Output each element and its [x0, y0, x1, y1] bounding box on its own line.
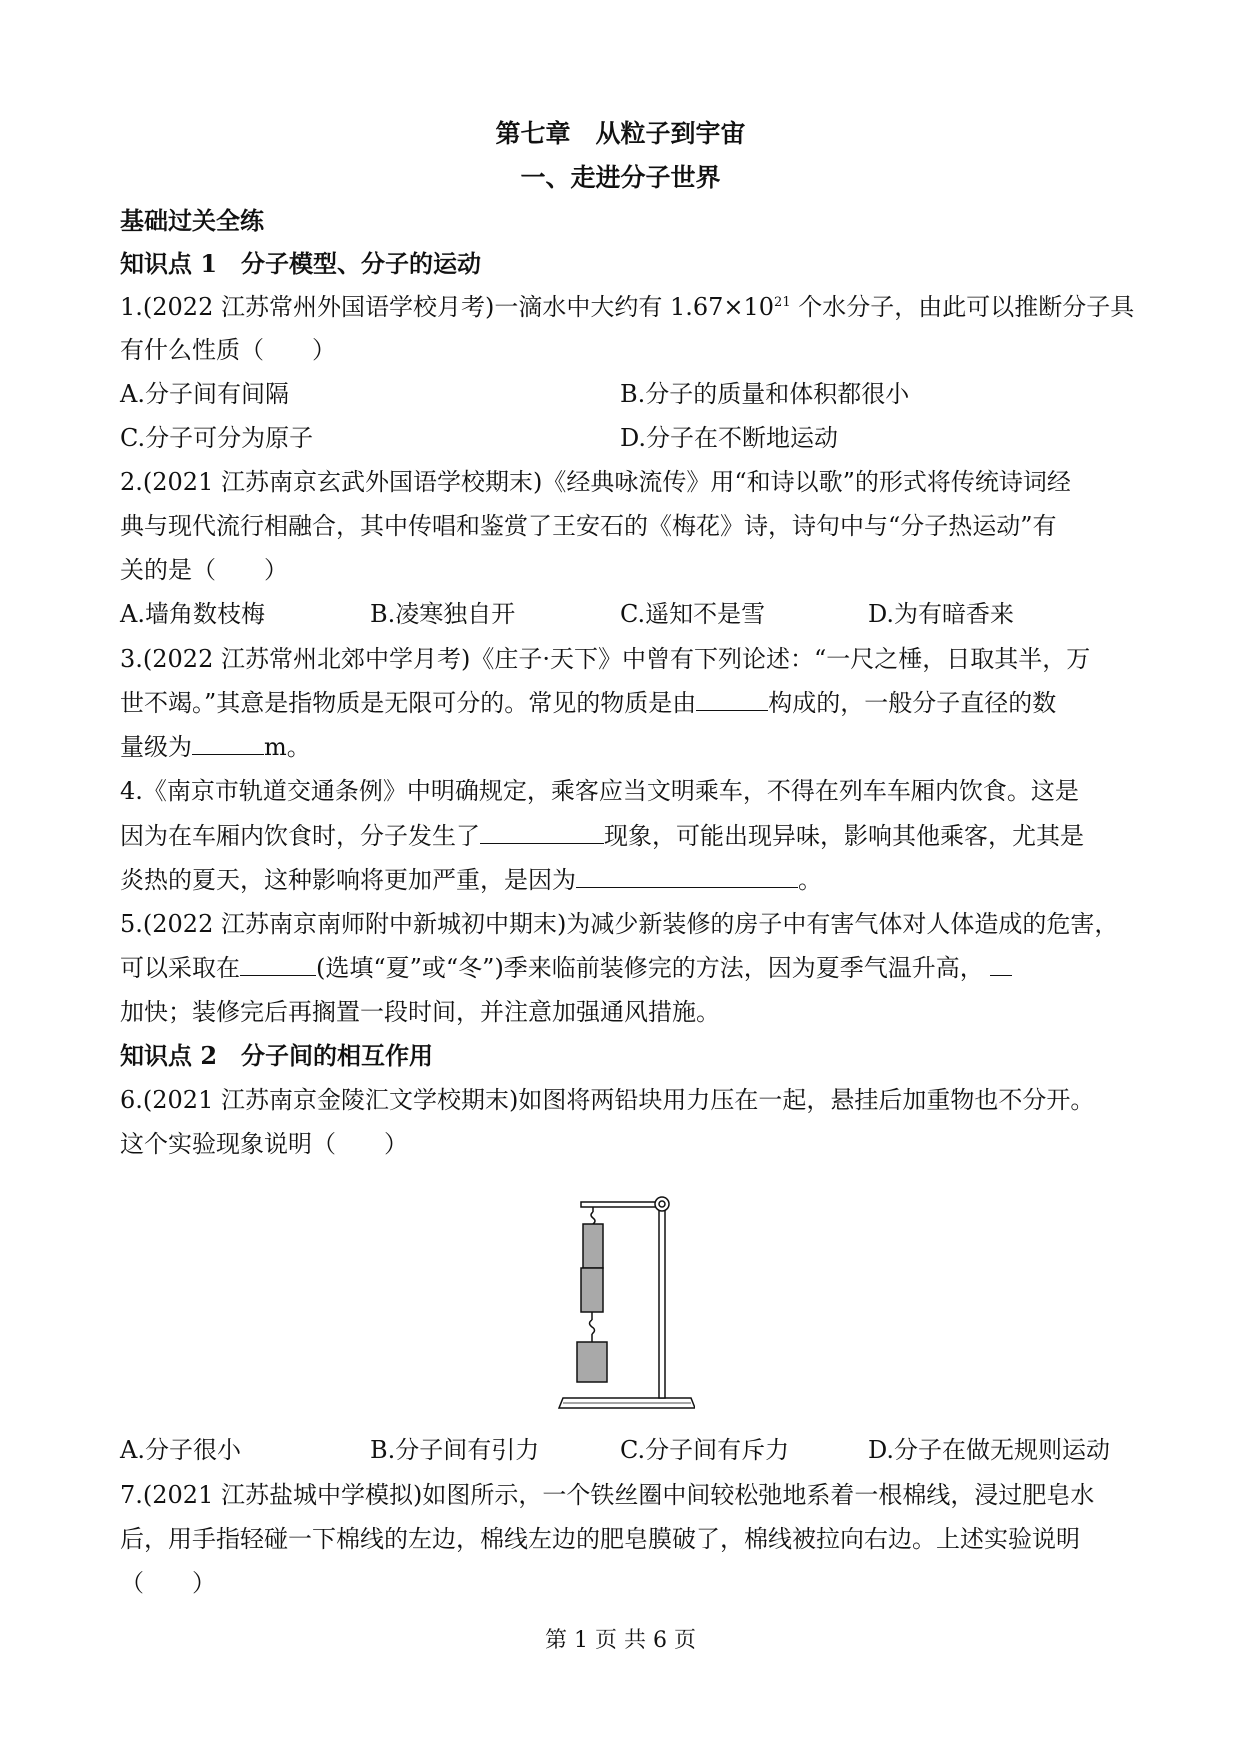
question-3-line-1: 3.(2022 江苏常州北郊中学月考)《庄子·天下》中曾有下列论述：“一尺之棰，日取其半，万	[120, 645, 1091, 673]
question-1-option-c: C.分子可分为原子	[120, 424, 314, 452]
question-1-line-1	[120, 291, 1134, 323]
question-2-line-1: 2.(2021 江苏南京玄武外国语学校期末)《经典咏流传》用“和诗以歌”的形式将传统诗词经	[120, 468, 1071, 496]
question-4-line-1: 4.《南京市轨道交通条例》中明确规定，乘客应当文明乘车，不得在列车车厢内饮食。这是	[120, 777, 1079, 805]
question-2-option-a: A.墙角数枝梅	[120, 600, 265, 628]
question-5-line-1: 5.(2022 江苏南京南师附中新城初中期末)为减少新装修的房子中有害气体对人体造成的危害，	[120, 910, 1119, 938]
knowledge-point-1-heading: 知识点 1 分子模型、分子的运动	[120, 249, 482, 278]
stand-pole	[659, 1198, 665, 1398]
question-3-blank-1[interactable]	[696, 688, 768, 711]
question-2-option-d: D.为有暗香来	[868, 600, 1015, 628]
page-footer: 第 1 页 共 6 页	[545, 1628, 696, 1653]
question-1-option-d: D.分子在不断地运动	[620, 424, 839, 452]
question-3-text-b: 构成的，一般分子直径的数	[768, 689, 1057, 717]
question-4-line-3	[120, 864, 822, 896]
question-2-line-2: 典与现代流行相融合，其中传唱和鉴赏了王安石的《梅花》诗，诗句中与“分子热运动”有	[120, 512, 1057, 540]
lead-block-stand-figure	[555, 1190, 695, 1422]
question-6-line-2: 这个实验现象说明（ ）	[120, 1130, 408, 1158]
question-5-line-2	[120, 952, 1012, 984]
question-4-blank-1[interactable]	[480, 821, 604, 844]
practice-heading: 基础过关全练	[120, 206, 264, 235]
question-4-blank-2[interactable]	[576, 865, 798, 888]
question-6-option-c: C.分子间有斥力	[620, 1436, 790, 1464]
lead-block-2	[581, 1268, 603, 1312]
question-2-line-3: 关的是（ ）	[120, 556, 288, 584]
question-6-option-a: A.分子很小	[120, 1436, 241, 1464]
question-6-option-b: B.分子间有引力	[370, 1436, 540, 1464]
question-1-text-post: 个水分子，由此可以推断分子具	[790, 293, 1135, 321]
question-1-line-2: 有什么性质（ ）	[120, 336, 336, 364]
question-5-text-a: 可以采取在	[120, 954, 240, 982]
chapter-title: 第七章 从粒子到宇宙	[495, 119, 746, 148]
question-4-text-b: 现象，可能出现异味，影响其他乘客，尤其是	[604, 822, 1084, 850]
question-2-option-c: C.遥知不是雪	[620, 600, 766, 628]
question-2-option-b: B.凌寒独自开	[370, 600, 516, 628]
question-3-line-3	[120, 731, 311, 763]
question-6-option-d: D.分子在做无规则运动	[868, 1436, 1111, 1464]
lead-block-1	[583, 1224, 603, 1268]
question-5-blank-2[interactable]	[990, 953, 1012, 976]
question-3-text-c: 量级为	[120, 733, 192, 761]
weight	[577, 1342, 607, 1382]
question-4-text-c: 炎热的夏天，这种影响将更加严重，是因为	[120, 866, 576, 894]
question-3-line-2	[120, 687, 1056, 719]
question-1-option-a: A.分子间有间隔	[120, 380, 289, 408]
question-4-line-2	[120, 820, 1084, 852]
question-1-option-b: B.分子的质量和体积都很小	[620, 380, 910, 408]
question-4-text-d: 。	[798, 866, 822, 894]
question-5-text-b: (选填“夏”或“冬”)季来临前装修完的方法，因为夏季气温升高，	[316, 954, 984, 982]
question-7-line-2: 后，用手指轻碰一下棉线的左边，棉线左边的肥皂膜破了，棉线被拉向右边。上述实验说明	[120, 1525, 1080, 1553]
question-6-line-1: 6.(2021 江苏南京金陵汇文学校期末)如图将两铅块用力压在一起，悬挂后加重物也不分开。	[120, 1086, 1095, 1114]
section-title: 一、走进分子世界	[520, 163, 721, 192]
question-3-text-d: m。	[264, 733, 311, 761]
question-1-exponent: 21	[774, 295, 791, 310]
question-7-line-1: 7.(2021 江苏盐城中学模拟)如图所示，一个铁丝圈中间较松弛地系着一根棉线，浸过肥皂水	[120, 1481, 1095, 1509]
question-1-text-pre: 1.(2022 江苏常州外国语学校月考)一滴水中大约有 1.67×10	[120, 293, 775, 321]
question-5-line-3: 加快；装修完后再搁置一段时间，并注意加强通风措施。	[120, 998, 720, 1026]
stand-arm	[581, 1202, 665, 1207]
question-4-text-a: 因为在车厢内饮食时，分子发生了	[120, 822, 480, 850]
question-7-line-3: （ ）	[120, 1569, 216, 1597]
question-5-blank-1[interactable]	[240, 953, 316, 976]
stand-clamp	[655, 1197, 669, 1211]
question-3-blank-2[interactable]	[192, 732, 264, 755]
knowledge-point-2-heading: 知识点 2 分子间的相互作用	[120, 1041, 434, 1070]
question-3-text-a: 世不竭。”其意是指物质是无限可分的。常见的物质是由	[120, 689, 697, 717]
